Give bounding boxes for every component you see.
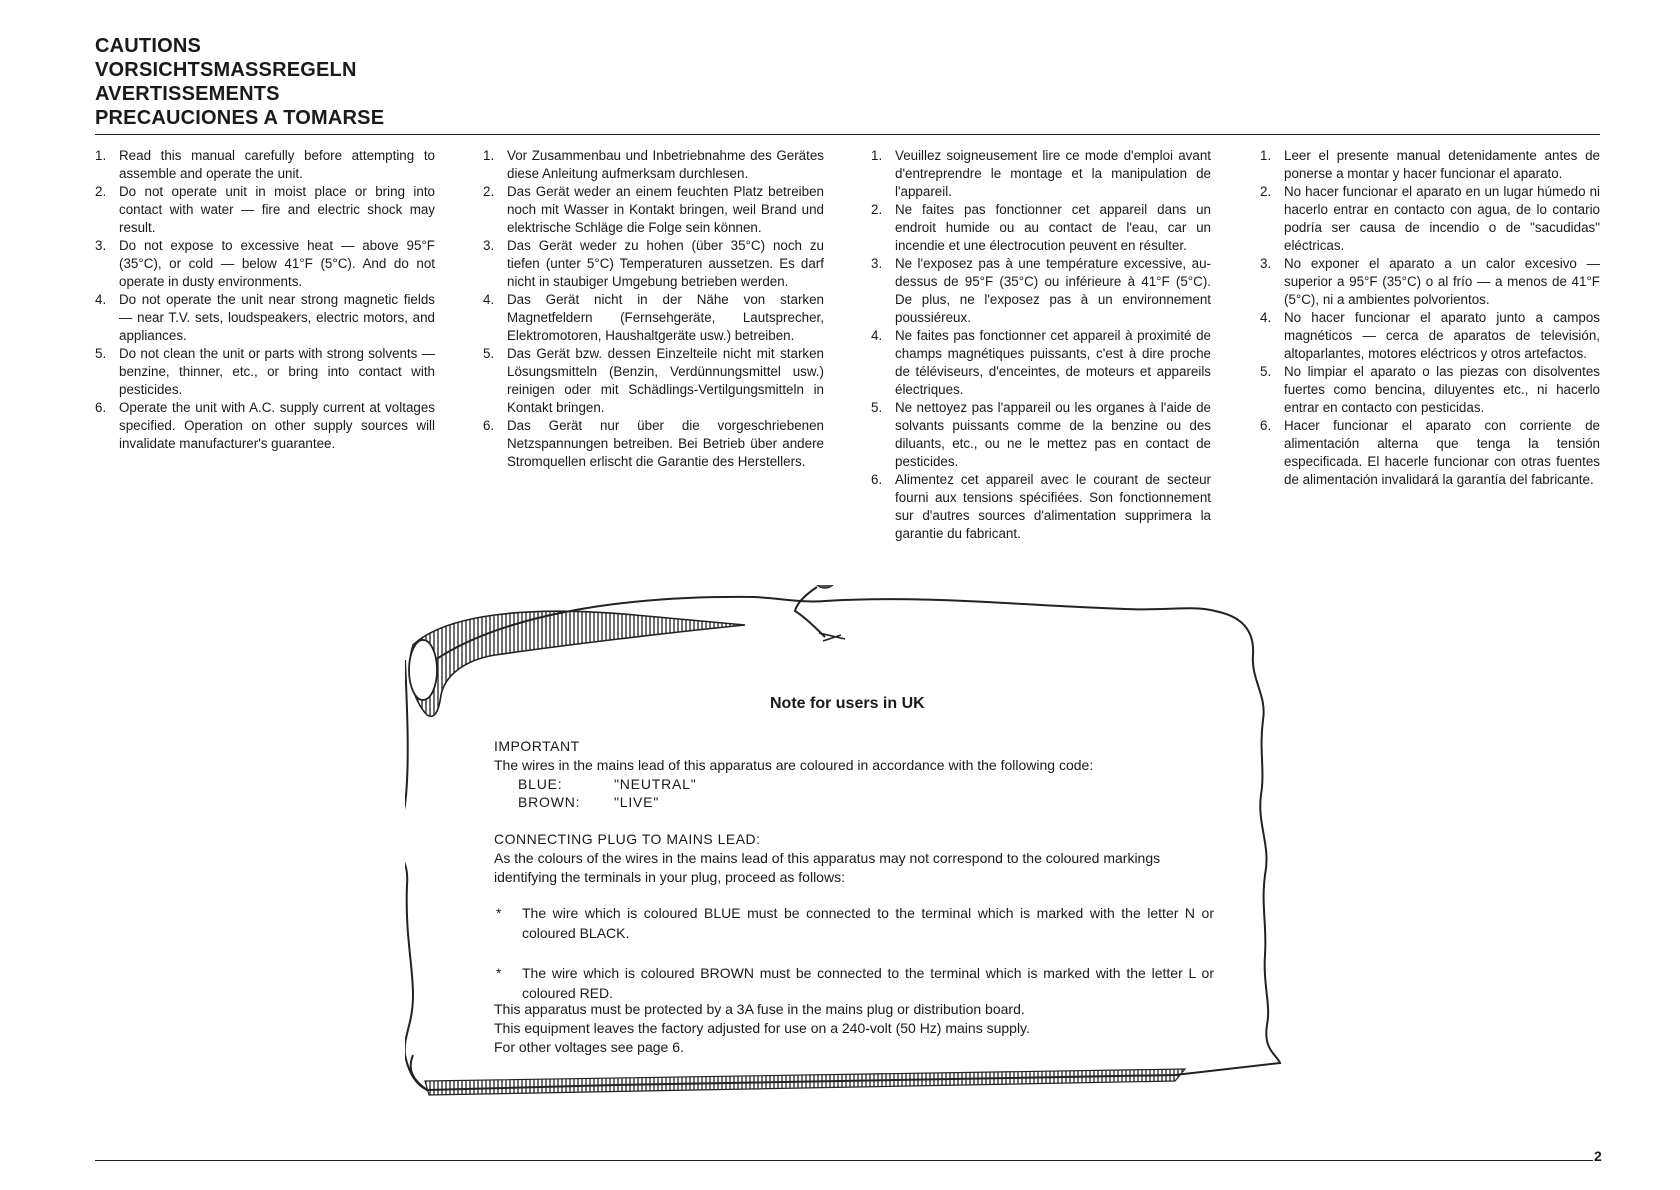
caution-item-number: 1. bbox=[483, 148, 495, 163]
caution-item-text: Ne nettoyez pas l'appareil ou les organes à l'aide de solvants puissants comme de la benzine ou des diluants, etc., ou ne le mettez pas en contact de pesticides. bbox=[895, 400, 1211, 469]
caution-item-number: 6. bbox=[871, 472, 883, 487]
caution-item-text: Ne faites pas fonctionner cet appareil dans un endroit humide ou au contact de l'eau, car un incendie et une électrocution peuvent en résulter. bbox=[895, 202, 1211, 253]
caution-item bbox=[483, 417, 824, 471]
other-voltages-note: For other voltages see page 6. bbox=[494, 1039, 684, 1055]
caution-item bbox=[1260, 417, 1600, 489]
caution-list-german bbox=[483, 147, 824, 471]
caution-item bbox=[95, 147, 435, 183]
caution-item-text: Das Gerät nicht in der Nähe von starken Magnetfeldern (Fernsehgeräte, Lautsprecher, Elektromotoren, Haushaltgeräte usw.) betreiben. bbox=[507, 292, 824, 343]
caution-item-number: 3. bbox=[1260, 256, 1272, 271]
caution-item bbox=[871, 201, 1211, 255]
caution-item bbox=[1260, 147, 1600, 183]
scroll-roll-end bbox=[409, 640, 437, 700]
caution-item-number: 6. bbox=[1260, 418, 1272, 433]
caution-item-number: 4. bbox=[1260, 310, 1272, 325]
caution-item-number: 2. bbox=[95, 184, 107, 199]
scroll-pin-head bbox=[815, 585, 835, 588]
title-precauciones: PRECAUCIONES A TOMARSE bbox=[95, 107, 385, 129]
caution-item bbox=[1260, 183, 1600, 255]
caution-item-number: 2. bbox=[1260, 184, 1272, 199]
bullet-text: The wire which is coloured BROWN must be connected to the terminal which is marked with the letter L or coloured RED. bbox=[522, 965, 1214, 1001]
page-number: 2 bbox=[1594, 1148, 1602, 1164]
bullet-blue-wire bbox=[494, 903, 1214, 943]
caution-item bbox=[871, 327, 1211, 399]
connecting-heading: CONNECTING PLUG TO MAINS LEAD: bbox=[494, 831, 761, 847]
caution-item-text: Ne faites pas fonctionner cet appareil à proximité de champs magnétiques puissants, c'est à dire proche de téléviseurs, d'enceintes, de moteurs et appareils électriques. bbox=[895, 328, 1211, 397]
caution-item-text: No hacer funcionar el aparato en un lugar húmedo ni hacerlo entrar en contacto con agua, de lo contario podría ser causa de incendio o de "sacudidas" eléctricas. bbox=[1284, 184, 1600, 253]
column-german bbox=[483, 147, 824, 471]
title-vorsichtsmassregeln: VORSICHTSMASSREGELN bbox=[95, 59, 357, 81]
title-cautions: CAUTIONS bbox=[95, 35, 202, 57]
caution-item bbox=[1260, 363, 1600, 417]
caution-item bbox=[95, 345, 435, 399]
caution-item-number: 2. bbox=[871, 202, 883, 217]
caution-item-text: Vor Zusammenbau und Inbetriebnahme des Gerätes diese Anleitung aufmerksam durchlesen. bbox=[507, 148, 824, 181]
caution-item bbox=[871, 399, 1211, 471]
caution-item-number: 6. bbox=[483, 418, 495, 433]
caution-item bbox=[483, 183, 824, 237]
connecting-text: As the colours of the wires in the mains lead of this apparatus may not correspond to the coloured markings identifying the terminals in your plug, proceed as follows: bbox=[494, 850, 1161, 885]
column-french bbox=[871, 147, 1211, 543]
caution-item-number: 4. bbox=[483, 292, 495, 307]
caution-item bbox=[483, 237, 824, 291]
caution-item-number: 4. bbox=[95, 292, 107, 307]
uk-footer-notes bbox=[494, 1000, 1214, 1057]
caution-item-text: Das Gerät weder an einem feuchten Platz betreiben noch mit Wasser in Kontakt bringen, weil Brand und elektrische Schläge die Folge sein können. bbox=[507, 184, 824, 235]
caution-item-number: 3. bbox=[871, 256, 883, 271]
code-row-blue bbox=[494, 775, 1214, 793]
caution-item bbox=[483, 147, 824, 183]
bullet-star: * bbox=[496, 965, 502, 981]
caution-item-text: Leer el presente manual detenidamente antes de ponerse a montar y hacer funcionar el aparato. bbox=[1284, 148, 1600, 181]
caution-item bbox=[95, 183, 435, 237]
caution-item-text: Do not operate the unit near strong magnetic fields — near T.V. sets, loudspeakers, electric motors, and appliances. bbox=[119, 292, 435, 343]
caution-item-text: Operate the unit with A.C. supply current at voltages specified. Operation on other supply sources will invalidate manufacturer's guarantee. bbox=[119, 400, 435, 451]
caution-item-number: 6. bbox=[95, 400, 107, 415]
caution-item-text: Hacer funcionar el aparato con corriente de alimentación alterna que tenga la tensión especificada. El hacerle funcionar con otras fuentes de alimentación invalidará la garantía del fabricante. bbox=[1284, 418, 1600, 487]
fuse-note: This apparatus must be protected by a 3A fuse in the mains plug or distribution board. bbox=[494, 1001, 1025, 1017]
caution-list-spanish bbox=[1260, 147, 1600, 489]
footer-rule bbox=[95, 1160, 1593, 1161]
caution-item bbox=[871, 255, 1211, 327]
caution-item-number: 5. bbox=[95, 346, 107, 361]
caution-item bbox=[871, 147, 1211, 201]
caution-list-english bbox=[95, 147, 435, 453]
caution-item-number: 4. bbox=[871, 328, 883, 343]
bullet-text: The wire which is coloured BLUE must be connected to the terminal which is marked with the letter N or coloured BLACK. bbox=[522, 905, 1214, 941]
caution-item-number: 1. bbox=[871, 148, 883, 163]
caution-item-text: Ne l'exposez pas à une température excessive, au-dessus de 95°F (35°C) ou inférieure à 41°F (5°C). De plus, ne l'exposez pas à un environnement poussiéreux. bbox=[895, 256, 1211, 325]
caution-item-number: 5. bbox=[871, 400, 883, 415]
column-english bbox=[95, 147, 435, 453]
caution-item bbox=[95, 291, 435, 345]
caution-item-number: 5. bbox=[1260, 364, 1272, 379]
wires-intro: The wires in the mains lead of this apparatus are coloured in accordance with the following code: bbox=[494, 757, 1094, 773]
caution-item-text: No limpiar el aparato o las piezas con disolventes fuertes como bencina, diluyentes etc., ni hacerlo entrar en contacto con pesticidas. bbox=[1284, 364, 1600, 415]
caution-item-text: Do not clean the unit or parts with strong solvents — benzine, thinner, etc., or bring into contact with pesticides. bbox=[119, 346, 435, 397]
caution-item-text: Alimentez cet appareil avec le courant de secteur fourni aux tensions spécifiées. Son fonctionnement sur d'autres sources d'alimentation supprimera la garantie du fabricant. bbox=[895, 472, 1211, 541]
caution-item-text: Read this manual carefully before attempting to assemble and operate the unit. bbox=[119, 148, 435, 181]
uk-note-title: Note for users in UK bbox=[770, 695, 925, 712]
uk-bullets bbox=[494, 903, 1214, 1003]
caution-item bbox=[483, 291, 824, 345]
caution-item-text: Veuillez soigneusement lire ce mode d'emploi avant d'entreprendre le montage et la manipulation de l'appareil. bbox=[895, 148, 1211, 199]
caution-item-text: Das Gerät weder zu hohen (über 35°C) noch zu tiefen (unter 5°C) Temperaturen aussetzen. Es darf nicht in staubiger Umgebung betrieben werden. bbox=[507, 238, 824, 289]
caution-item bbox=[1260, 309, 1600, 363]
uk-important-block bbox=[494, 737, 1214, 811]
caution-item-number: 2. bbox=[483, 184, 495, 199]
header-rule bbox=[95, 134, 1600, 135]
caution-item bbox=[95, 399, 435, 453]
caution-item-number: 1. bbox=[1260, 148, 1272, 163]
caution-list-french bbox=[871, 147, 1211, 543]
title-avertissements: AVERTISSEMENTS bbox=[95, 83, 280, 105]
caution-item-text: Das Gerät nur über die vorgeschriebenen Netzspannungen betreiben. Bei Betrieb über andere Stromquellen erlischt die Garantie des Herstellers. bbox=[507, 418, 824, 469]
caution-item-number: 3. bbox=[483, 238, 495, 253]
caution-item-number: 3. bbox=[95, 238, 107, 253]
column-spanish bbox=[1260, 147, 1600, 489]
code-meaning-live: "LIVE" bbox=[614, 794, 660, 810]
caution-item-number: 1. bbox=[95, 148, 107, 163]
code-color-brown: BROWN: bbox=[518, 794, 581, 810]
caution-item bbox=[1260, 255, 1600, 309]
caution-item bbox=[95, 237, 435, 291]
caution-item-text: No exponer el aparato a un calor excesivo — superior a 95°F (35°C) o al frío — a menos de 41°F (5°C), ni a ambientes polvorientos. bbox=[1284, 256, 1600, 307]
bullet-brown-wire bbox=[494, 963, 1214, 1003]
bullet-star: * bbox=[496, 905, 502, 921]
caution-item-text: Das Gerät bzw. dessen Einzelteile nicht mit starken Lösungsmitteln (Benzin, Verdünnungsmittel usw.) reinigen oder mit Schädlings-Vertilgungsmitteln in Kontakt bringen. bbox=[507, 346, 824, 415]
code-color-blue: BLUE: bbox=[518, 776, 563, 792]
caution-item-text: No hacer funcionar el aparato junto a campos magnéticos — cerca de aparatos de televisión, altoparlantes, motores eléctricos y otros artefactos. bbox=[1284, 310, 1600, 361]
code-row-brown bbox=[494, 793, 1214, 811]
code-meaning-neutral: "NEUTRAL" bbox=[614, 776, 697, 792]
caution-item-text: Do not expose to excessive heat — above 95°F (35°C), or cold — below 41°F (5°C). And do not operate in dusty environments. bbox=[119, 238, 435, 289]
caution-titles bbox=[95, 34, 384, 130]
uk-connecting-block bbox=[494, 830, 1214, 887]
caution-item bbox=[483, 345, 824, 417]
factory-note: This equipment leaves the factory adjusted for use on a 240-volt (50 Hz) mains supply. bbox=[494, 1020, 1030, 1036]
caution-item-text: Do not operate unit in moist place or bring into contact with water — fire and electric shock may result. bbox=[119, 184, 435, 235]
important-label: IMPORTANT bbox=[494, 738, 580, 754]
caution-item-number: 5. bbox=[483, 346, 495, 361]
caution-item bbox=[871, 471, 1211, 543]
